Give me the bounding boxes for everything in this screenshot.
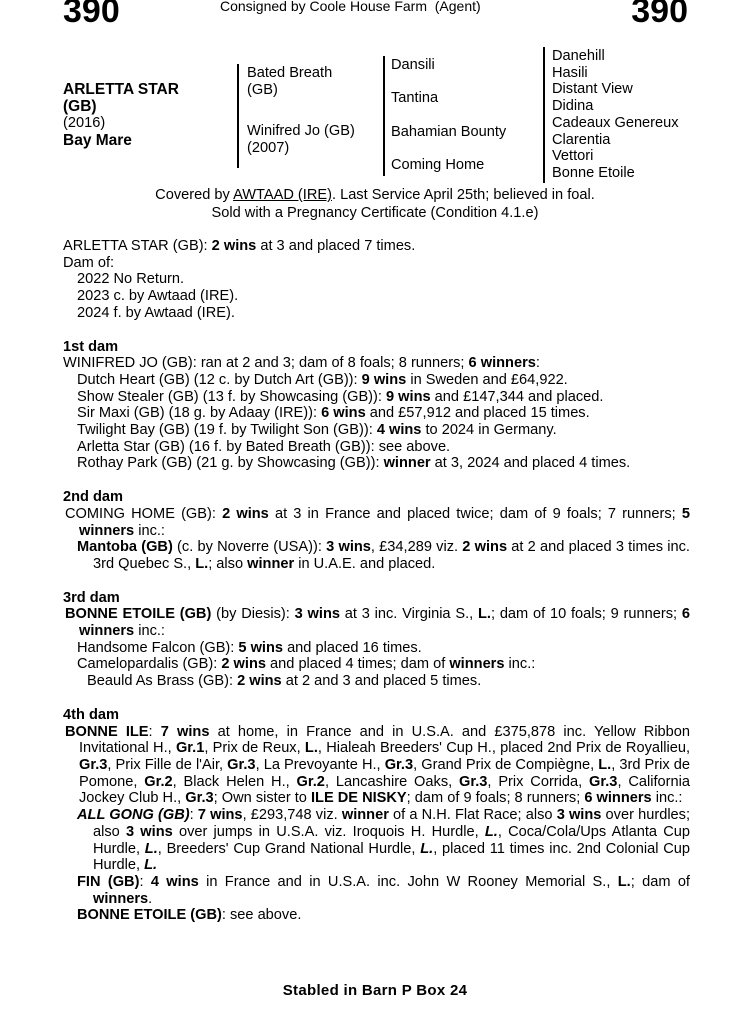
- fourth-dam-intro: BONNE ILE: 7 wins at home, in France and in U.S.A. and £375,878 inc. Yellow Ribbon Invitational H., Gr.1, Prix de Reux, L., Hialeah Breeders' Cup H., placed 2nd Prix de Royallieu, Gr.3, Prix Fille de l'Air, Gr.3, La Prevoyante H., Gr.3, Grand Prix de Compiègne, L., 3rd Prix de Pomone, Gr.2, Black Helen H., Gr.2, Lancashire Oaks, Gr.3, Prix Corrida, Gr.3, California Jockey Club H., Gr.3; Own sister to ILE DE NISKY; dam of 9 foals; 8 runners; 6 winners inc.:: [65, 723, 691, 807]
- stabling-info: Stabled in Barn P Box 24: [282, 982, 468, 999]
- produce-item: 2023 c. by Awtaad (IRE).: [77, 288, 239, 305]
- section-heading-2nd-dam: 2nd dam: [63, 489, 124, 506]
- section-heading-4th-dam: 4th dam: [63, 706, 119, 723]
- pedigree-gen3-3: Distant View: [552, 81, 633, 98]
- progeny-item: Rothay Park (GB) (21 g. by Showcasing (GB)): winner at 3, 2024 and placed 4 times.: [77, 455, 631, 472]
- horse-identity: [63, 81, 179, 149]
- pedigree-gen3-1: Danehill: [552, 48, 605, 64]
- pedigree-gen3-8: Bonne Etoile: [552, 164, 635, 181]
- pedigree-gen3-7: Vettori: [552, 148, 594, 165]
- catalogue-body: [63, 238, 690, 924]
- progeny-item: Handsome Falcon (GB): 5 wins and placed 16 times.: [77, 639, 422, 656]
- pregnancy-certificate-note: Sold with a Pregnancy Certificate (Condition 4.1.e): [211, 205, 539, 221]
- progeny-item: Mantoba (GB) (c. by Noverre (USA)): 3 wins, £34,289 viz. 2 wins at 2 and placed 3 times inc. 3rd Quebec S., L.; also winner in U.A.E. and placed.: [77, 539, 690, 572]
- covering-info: [0, 186, 750, 222]
- progeny-item: Show Stealer (GB) (13 f. by Showcasing (GB)): 9 wins and £147,344 and placed.: [77, 388, 604, 405]
- progeny-item: Sir Maxi (GB) (18 g. by Adaay (IRE)): 6 wins and £57,912 and placed 15 times.: [77, 405, 590, 422]
- progeny-item: Twilight Bay (GB) (19 f. by Twilight Son (GB)): 4 wins to 2024 in Germany.: [77, 422, 557, 439]
- sire-name: Bated Breath: [247, 65, 333, 81]
- produce-item: 2022 No Return.: [77, 271, 185, 288]
- pedigree-gen3-6: Clarentia: [552, 131, 611, 148]
- pedigree-gen2-2: Tantina: [391, 90, 439, 106]
- covered-suffix: . Last Service April 25th; believed in foal.: [331, 187, 595, 203]
- consignor-text: Consigned by Coole House Farm (Agent): [220, 0, 481, 14]
- horse-country: (GB): [63, 98, 97, 115]
- pedigree-gen2-4: Coming Home: [391, 157, 485, 173]
- pedigree-gen3-5: Cadeaux Genereux: [552, 114, 679, 131]
- pedigree-gen3-2: Hasili: [552, 64, 588, 81]
- dam-name: Winifred Jo (GB): [247, 123, 355, 139]
- pedigree-gen3: [552, 48, 679, 182]
- progeny-item: Dutch Heart (GB) (12 c. by Dutch Art (GB)): 9 wins in Sweden and £64,922.: [77, 371, 568, 388]
- covered-prefix: Covered by: [155, 187, 234, 203]
- progeny-item: Beauld As Brass (GB): 2 wins at 2 and 3 and placed 5 times.: [87, 673, 482, 690]
- dam-year: (2007): [247, 140, 290, 156]
- horse-name: ARLETTA STAR: [63, 81, 179, 98]
- sire-country: (GB): [247, 82, 278, 98]
- horse-description: Bay Mare: [63, 132, 132, 149]
- covering-sire-link[interactable]: AWTAAD (IRE): [233, 187, 332, 203]
- pedigree-dam: [247, 123, 355, 157]
- horse-year: (2016): [63, 115, 106, 131]
- race-record: ARLETTA STAR (GB): 2 wins at 3 and placed 7 times.: [63, 238, 416, 254]
- progeny-item: BONNE ETOILE (GB): see above.: [77, 907, 302, 924]
- progeny-item: Arletta Star (GB) (16 f. by Bated Breath (GB)): see above.: [77, 438, 451, 455]
- pedigree-sire: [247, 65, 332, 99]
- third-dam-intro: BONNE ETOILE (GB) (by Diesis): 3 wins at 3 inc. Virginia S., L.; dam of 10 foals; 9 runners; 6 winners inc.:: [65, 606, 691, 640]
- pedigree-divider-1: [237, 64, 239, 168]
- section-heading-1st-dam: 1st dam: [63, 338, 119, 355]
- progeny-item: FIN (GB): 4 wins in France and in U.S.A. inc. John W Rooney Memorial S., L.; dam of winners.: [77, 873, 690, 907]
- pedigree-divider-3: [543, 47, 545, 183]
- lot-number-left: 390: [63, 0, 120, 30]
- pedigree-gen2-3: Bahamian Bounty: [391, 124, 507, 140]
- progeny-item: ALL GONG (GB): 7 wins, £293,748 viz. winner of a N.H. Flat Race; also 3 wins over hurdles; also 3 wins over jumps in U.S.A. viz. Iroquois H. Hurdle, L., Coca/Cola/Ups Atlanta Cup Hurdle, L., Breeders' Cup Grand National Hurdle, L., placed 11 times inc. 2nd Colonial Cup Hurdle, L.: [77, 807, 691, 874]
- dam-of-label: Dam of:: [63, 254, 115, 271]
- progeny-item: Camelopardalis (GB): 2 wins and placed 4 times; dam of winners inc.:: [77, 656, 536, 673]
- pedigree-gen2-1: Dansili: [391, 57, 435, 73]
- lot-number-right: 390: [631, 0, 688, 30]
- pedigree-gen3-4: Didina: [552, 98, 594, 115]
- section-heading-3rd-dam: 3rd dam: [63, 589, 120, 606]
- second-dam-intro: COMING HOME (GB): 2 wins at 3 in France and placed twice; dam of 9 foals; 7 runners; 5 winners inc.:: [65, 505, 690, 539]
- pedigree-divider-2: [383, 56, 385, 176]
- produce-item: 2024 f. by Awtaad (IRE).: [77, 304, 235, 321]
- first-dam-intro: WINIFRED JO (GB): ran at 2 and 3; dam of 8 foals; 8 runners; 6 winners:: [63, 355, 540, 372]
